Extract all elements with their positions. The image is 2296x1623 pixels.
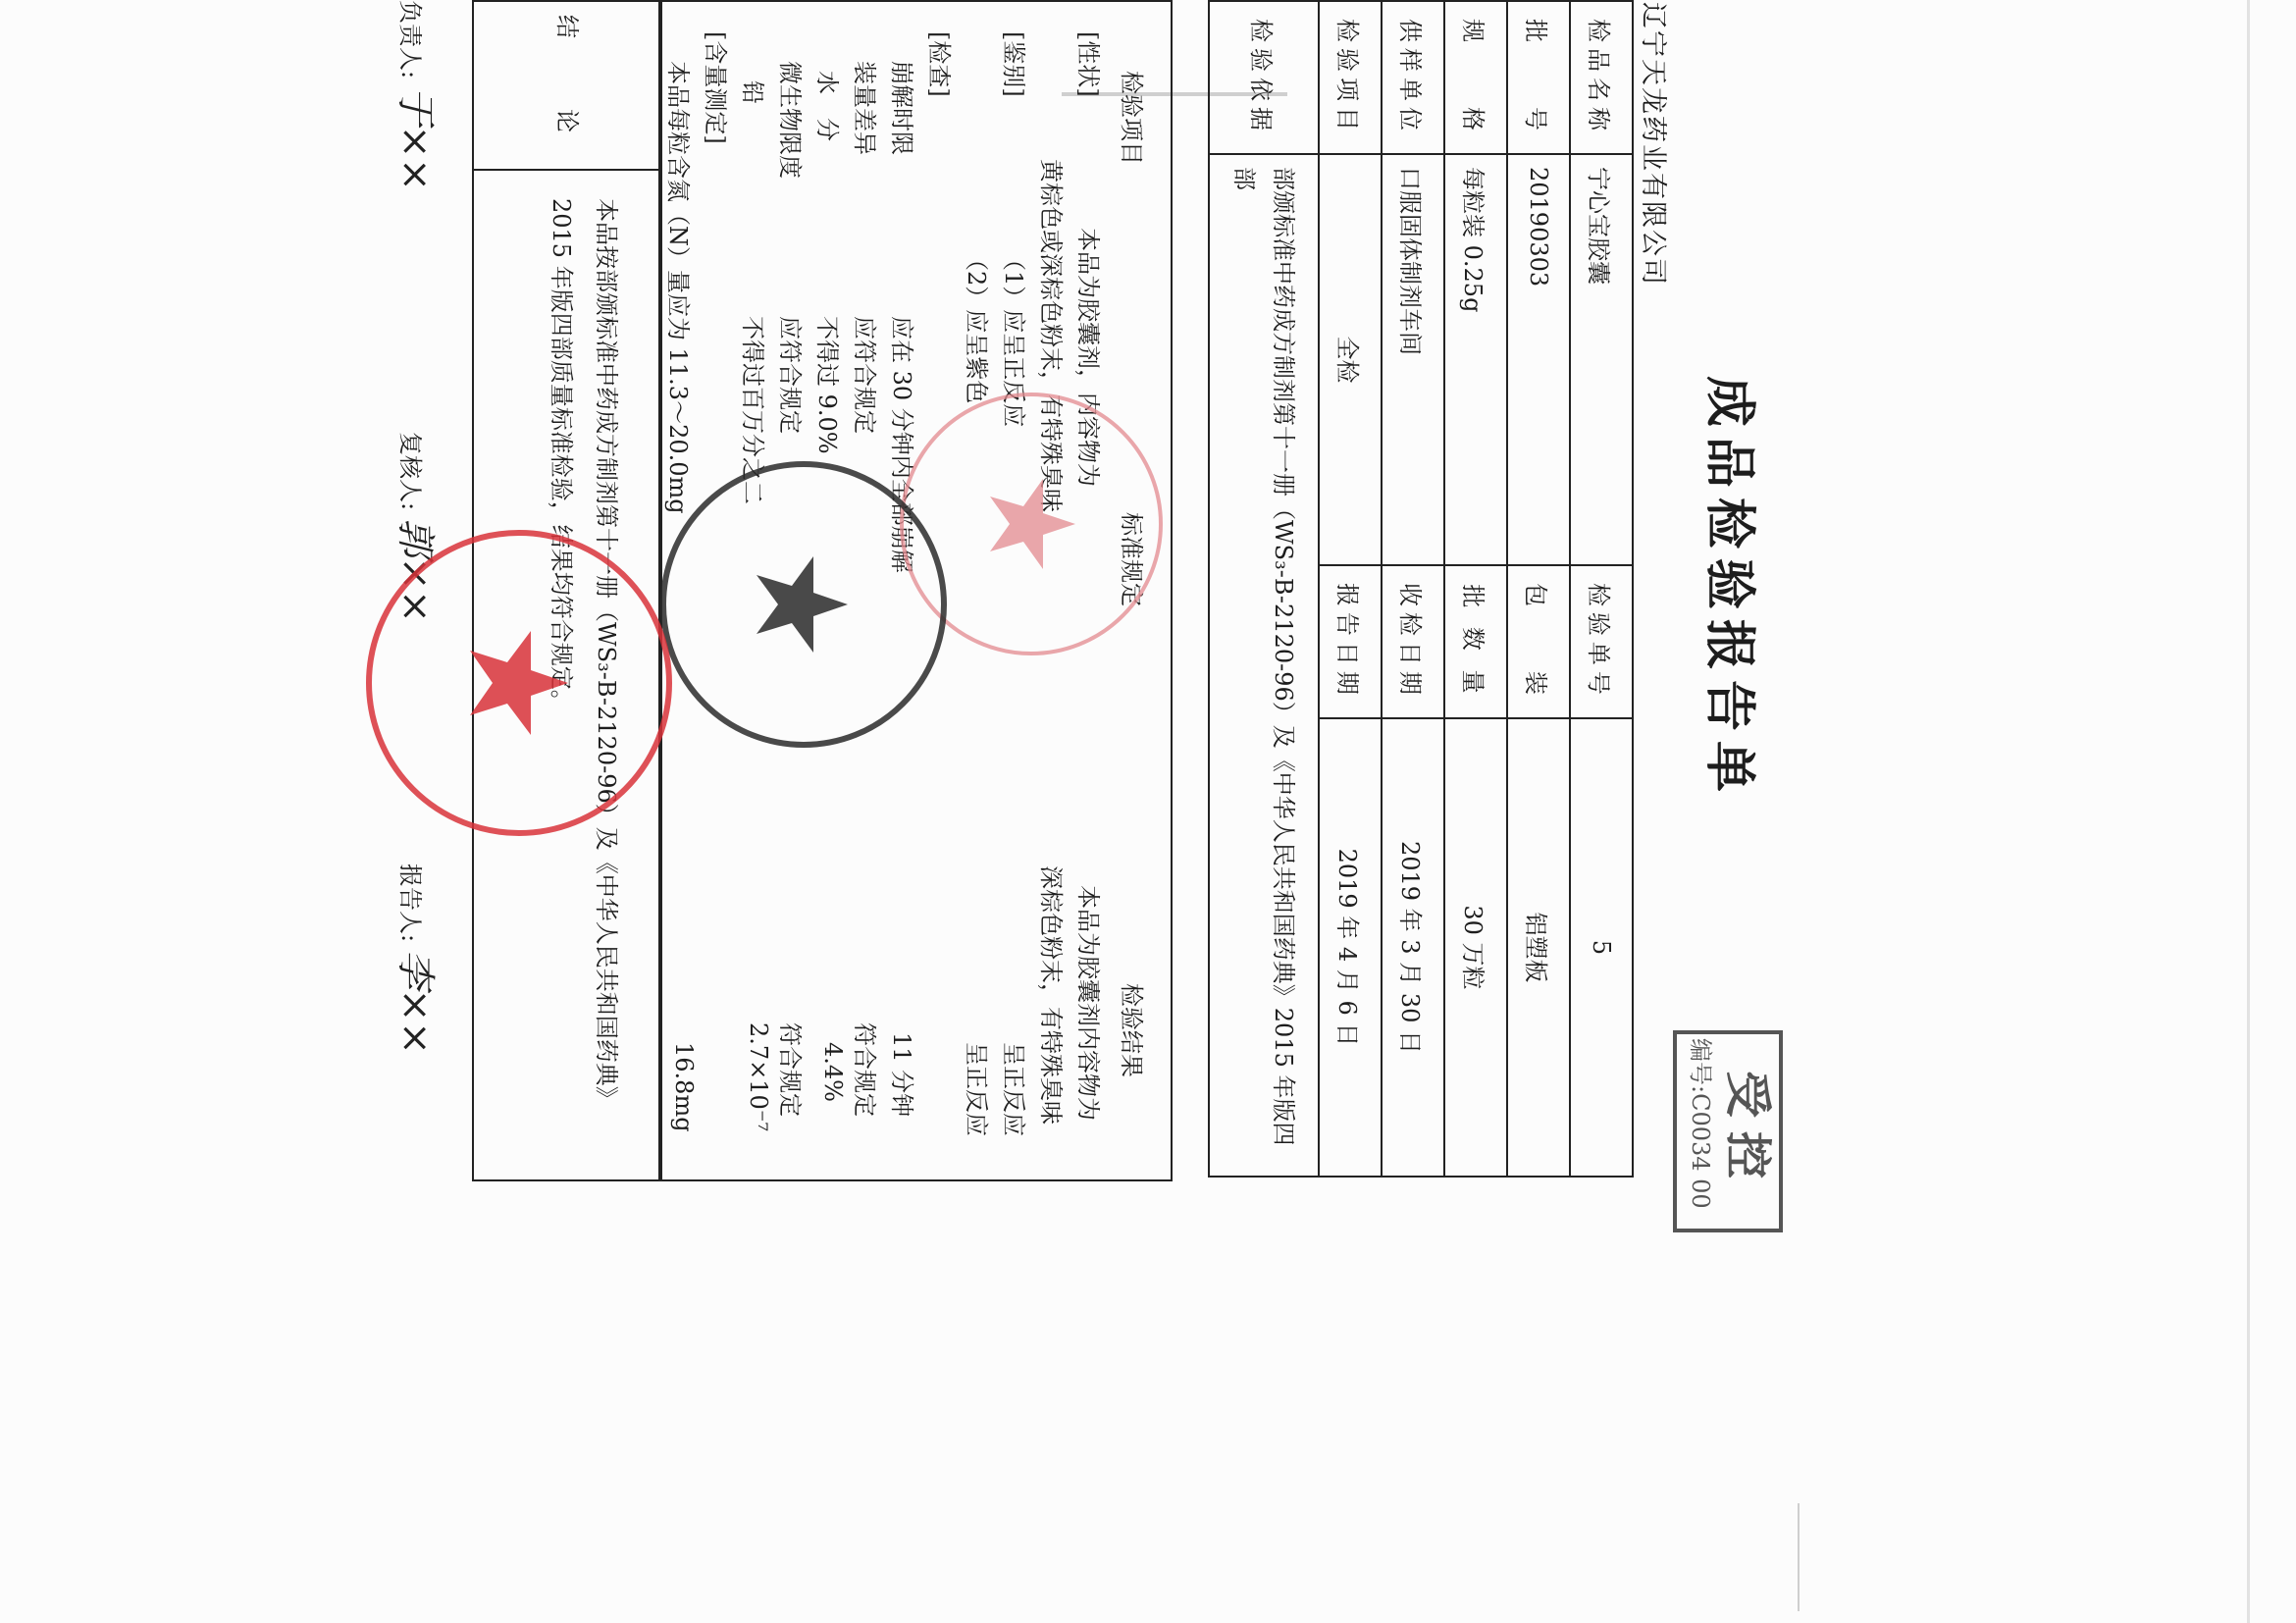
row-item: [检查] <box>925 31 953 97</box>
scan-mark <box>1798 1503 1800 1611</box>
info-table <box>1208 0 1634 1178</box>
row-standard: 不得过百万分之二 <box>739 316 766 504</box>
responsible-label: 负责人: <box>396 0 424 79</box>
black-seal-star-icon <box>666 467 941 742</box>
row-result: 呈正反应 <box>963 1042 990 1136</box>
product-name-label: 检品名称 <box>1570 1 1633 154</box>
row-standard: 应符合规定 <box>776 316 804 434</box>
controlled-stamp-number: 编号:C0034 00 <box>1687 1038 1714 1209</box>
report-no-value: 5 <box>1570 718 1633 1177</box>
row-standard: 黄棕色或深棕色粉末，有特殊臭味 <box>1037 159 1065 512</box>
report-date-label: 报告日期 <box>1319 565 1382 718</box>
spec-label: 规 格 <box>1444 1 1507 154</box>
batch-qty-value: 30 万粒 <box>1444 718 1507 1177</box>
row-result: 呈正反应 <box>1000 1042 1027 1136</box>
spec-value: 每粒装 0.25g <box>1444 154 1507 565</box>
black-seal <box>660 461 947 748</box>
report-title: 成品检验报告单 <box>1699 375 1758 802</box>
conclusion-text: 本品按部颁标准中药成方制剂第十一册（WS₃-B-2120-96）及《中华人民共和国药典》2015 年版四部质量标准检验，结果均符合规定。 <box>548 198 620 1110</box>
supplier-label: 供样单位 <box>1382 1 1444 154</box>
red-seal-star-icon <box>372 536 666 830</box>
row-item: 微生物限度 <box>776 61 804 179</box>
row-standard: 应在 30 分钟内全部崩解 <box>888 316 915 573</box>
conclusion-label: 结 论 <box>474 2 660 171</box>
row-result: 16.8mg <box>670 1042 698 1132</box>
row-item: 崩解时限 <box>888 61 915 155</box>
row-result: 2.7×10⁻⁷ <box>745 1022 772 1132</box>
receive-date-value: 2019 年 3 月 30 日 <box>1382 718 1444 1177</box>
row-standard: 应符合规定 <box>851 316 878 434</box>
product-name-value: 宁心宝胶囊 <box>1570 154 1633 565</box>
row-item: 水 分 <box>813 71 841 141</box>
reporter-signature <box>391 864 446 1055</box>
batch-label: 批 号 <box>1507 1 1570 154</box>
row-standard: 不得过 9.0% <box>813 316 841 454</box>
company-name: 辽宁天龙药业有限公司 <box>1638 2 1668 287</box>
row-item: 铅 <box>739 80 766 104</box>
col-header-result: 检验结果 <box>1118 983 1145 1077</box>
controlled-stamp <box>1673 1030 1783 1232</box>
reviewer-label: 复核人: <box>396 432 424 511</box>
col-header-item: 检验项目 <box>1118 71 1145 165</box>
controlled-stamp-text: 受控 <box>1720 1070 1775 1192</box>
report-date-value: 2019 年 4 月 6 日 <box>1319 718 1382 1177</box>
row-item: [性状] <box>1074 31 1102 97</box>
row-result: 深棕色粉末，有特殊臭味 <box>1037 865 1065 1125</box>
receive-date-label: 收检日期 <box>1382 565 1444 718</box>
reporter-handwriting: 李×× <box>392 949 438 1055</box>
row-result: 本品为胶囊剂内容物为 <box>1074 885 1102 1121</box>
row-result: 11 分钟 <box>888 1032 915 1118</box>
row-item: [鉴别] <box>1000 31 1027 97</box>
supplier-value: 口服固体制剂车间 <box>1382 154 1444 565</box>
inspection-report <box>123 0 1791 1207</box>
responsible-signature <box>391 0 446 191</box>
row-standard: 本品每粒含氮（N）量应为 11.3～20.0mg <box>664 61 692 514</box>
row-item: [含量测定] <box>702 31 729 144</box>
report-no-label: 检验单号 <box>1570 565 1633 718</box>
row-result: 符合规定 <box>776 1022 804 1117</box>
row-result: 符合规定 <box>851 1022 878 1117</box>
basis-label: 检验依据 <box>1209 1 1319 154</box>
reviewer-handwriting: 郭×× <box>392 517 438 623</box>
item-value: 全检 <box>1319 154 1382 565</box>
col-header-standard: 标准规定 <box>1118 512 1145 606</box>
batch-value: 20190303 <box>1507 154 1570 565</box>
row-item: 装量差异 <box>851 61 878 155</box>
row-standard: （2）应呈紫色 <box>963 247 990 404</box>
batch-qty-label: 批 数 量 <box>1444 565 1507 718</box>
row-standard: 本品为胶囊剂，内容物为 <box>1074 228 1102 487</box>
responsible-handwriting: 于×× <box>392 85 438 191</box>
basis-value: 部颁标准中药成方制剂第十一册（WS₃-B-2120-96）及《中华人民共和国药典》2015 年版四部 <box>1209 154 1319 1177</box>
reporter-label: 报告人: <box>396 864 424 943</box>
scan-edge <box>2247 0 2250 1623</box>
row-standard: （1）应呈正反应 <box>1000 247 1027 428</box>
red-seal <box>366 530 672 836</box>
package-value: 铝塑板 <box>1507 718 1570 1177</box>
item-label: 检验项目 <box>1319 1 1382 154</box>
row-result: 4.4% <box>819 1042 847 1102</box>
package-label: 包 装 <box>1507 565 1570 718</box>
